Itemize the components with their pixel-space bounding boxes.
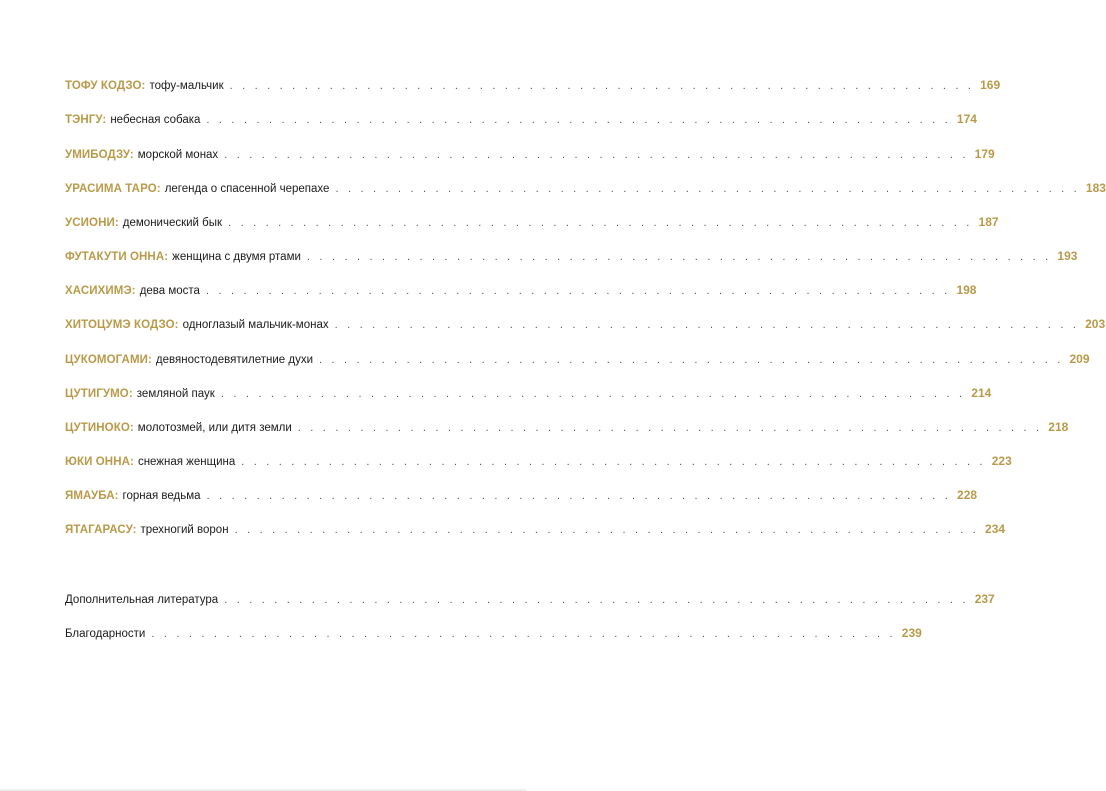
entry-subtitle: трехногий ворон: [140, 524, 229, 536]
entry-subtitle: горная ведьма: [122, 490, 201, 502]
entry-subtitle: морской монах: [137, 149, 219, 161]
dot-leader: . . . . . . . . . . . . . . . . . . . . . . . . . . . . . . . . . . . . . . . . . . . . . . . . . . . . . . . . . . . .: [306, 251, 1052, 263]
dot-leader: . . . . . . . . . . . . . . . . . . . . . . . . . . . . . . . . . . . . . . . . . . . . . . . . . . . . . . . . . . . .: [241, 456, 986, 468]
entry-page-number: 218: [1048, 420, 1069, 434]
entry-subtitle: одноглазый мальчик-монах: [182, 319, 329, 331]
toc-entry-hashihime[interactable]: [65, 280, 977, 300]
entry-page-number: 209: [1069, 352, 1090, 366]
toc-entry-yamauba[interactable]: [65, 485, 978, 505]
dot-leader: . . . . . . . . . . . . . . . . . . . . . . . . . . . . . . . . . . . . . . . . . . . . . . . . . . . . . . . . . . . .: [319, 354, 1064, 366]
entry-title: ХИТОЦУМЭ КОДЗО:: [65, 319, 179, 331]
entry-subtitle: тофу-мальчик: [149, 80, 224, 92]
entry-page-number: 179: [974, 147, 995, 161]
entry-page-number: 239: [901, 626, 922, 640]
dot-leader: . . . . . . . . . . . . . . . . . . . . . . . . . . . . . . . . . . . . . . . . . . . . . . . . . . . . . . . . . . . .: [205, 285, 951, 297]
entry-subtitle: легенда о спасенной черепахе: [164, 183, 330, 195]
entry-title: ЯТАГАРАСУ:: [65, 524, 137, 536]
entry-page-number: 214: [971, 386, 992, 400]
entry-page-number: 183: [1085, 181, 1106, 195]
entry-page-number: 234: [985, 522, 1006, 536]
entry-page-number: 203: [1085, 317, 1106, 331]
entry-title: ТОФУ КОДЗО:: [65, 80, 146, 92]
entry-page-number: 198: [956, 283, 977, 297]
entry-title: Дополнительная литература: [65, 594, 219, 606]
toc-entry-futakuchi-onna[interactable]: [65, 246, 1078, 266]
dot-leader: . . . . . . . . . . . . . . . . . . . . . . . . . . . . . . . . . . . . . . . . . . . . . . . . . . . . . . . . . . . .: [334, 319, 1080, 331]
dot-leader: . . . . . . . . . . . . . . . . . . . . . . . . . . . . . . . . . . . . . . . . . . . . . . . . . . . . . . . . . . . .: [151, 628, 896, 640]
entry-title: УРАСИМА ТАРО:: [65, 183, 161, 195]
dot-leader: . . . . . . . . . . . . . . . . . . . . . . . . . . . . . . . . . . . . . . . . . . . . . . . . . . . . . . . . . . . .: [224, 149, 969, 161]
entry-title: ТЭНГУ:: [65, 114, 107, 126]
toc-entry-acknowledgements[interactable]: [65, 623, 922, 643]
entry-title: ЦУТИНОКО:: [65, 422, 134, 434]
toc-entry-tsuchigumo[interactable]: [65, 383, 992, 403]
dot-leader: . . . . . . . . . . . . . . . . . . . . . . . . . . . . . . . . . . . . . . . . . . . . . . . . . . . . . . . . . . . .: [234, 524, 980, 536]
entry-subtitle: снежная женщина: [137, 456, 236, 468]
toc-entry-further-reading[interactable]: [65, 589, 995, 609]
toc-entry-ushioni[interactable]: [65, 212, 999, 232]
dot-leader: . . . . . . . . . . . . . . . . . . . . . . . . . . . . . . . . . . . . . . . . . . . . . . . . . . . . . . . . . . . .: [228, 217, 973, 229]
entry-page-number: 169: [980, 78, 1001, 92]
entry-subtitle: демонический бык: [122, 217, 223, 229]
entry-title: ФУТАКУТИ ОННА:: [65, 251, 169, 263]
entry-subtitle: девяностодевятилетние духи: [155, 354, 314, 366]
entry-title: ЯМАУБА:: [65, 490, 119, 502]
dot-leader: . . . . . . . . . . . . . . . . . . . . . . . . . . . . . . . . . . . . . . . . . . . . . . . . . . . . . . . . . . . .: [297, 422, 1043, 434]
toc-entry-tengu[interactable]: [65, 109, 977, 129]
entry-title: ЮКИ ОННА:: [65, 456, 134, 468]
toc-entry-urashima-taro[interactable]: [65, 178, 1106, 198]
entry-subtitle: небесная собака: [110, 114, 201, 126]
entry-title: УМИБОДЗУ:: [65, 149, 134, 161]
entry-title: ЦУКОМОГАМИ:: [65, 354, 152, 366]
entry-page-number: 193: [1057, 249, 1078, 263]
dot-leader: . . . . . . . . . . . . . . . . . . . . . . . . . . . . . . . . . . . . . . . . . . . . . . . . . . . . . . . . . . . .: [220, 388, 966, 400]
dot-leader: . . . . . . . . . . . . . . . . . . . . . . . . . . . . . . . . . . . . . . . . . . . . . . . . . . . . . . . . . . . .: [206, 490, 952, 502]
entry-page-number: 187: [978, 215, 999, 229]
entry-subtitle: молотозмей, или дитя земли: [137, 422, 292, 434]
dot-leader: . . . . . . . . . . . . . . . . . . . . . . . . . . . . . . . . . . . . . . . . . . . . . . . . . . . . . . . . . . . .: [224, 594, 969, 606]
dot-leader: . . . . . . . . . . . . . . . . . . . . . . . . . . . . . . . . . . . . . . . . . . . . . . . . . . . . . . . . . . . .: [335, 183, 1080, 195]
entry-page-number: 174: [956, 112, 977, 126]
toc-entry-tsuchinoko[interactable]: [65, 417, 1069, 437]
entry-subtitle: дева моста: [139, 285, 200, 297]
toc-entry-tsukumogami[interactable]: [65, 349, 1090, 369]
entry-page-number: 237: [974, 592, 995, 606]
entry-title: Благодарности: [65, 628, 146, 640]
entry-subtitle: земляной паук: [136, 388, 215, 400]
toc-entry-tofu-kozo[interactable]: [65, 75, 1001, 95]
toc-entry-hitotsume-kozo[interactable]: [65, 314, 1106, 334]
entry-title: ЦУТИГУМО:: [65, 388, 133, 400]
entry-page-number: 223: [991, 454, 1012, 468]
entry-subtitle: женщина с двумя ртами: [172, 251, 301, 263]
dot-leader: . . . . . . . . . . . . . . . . . . . . . . . . . . . . . . . . . . . . . . . . . . . . . . . . . . . . . . . . . . . .: [206, 114, 951, 126]
toc-entry-yuki-onna[interactable]: [65, 451, 1012, 471]
entry-title: УСИОНИ:: [65, 217, 119, 229]
toc-entry-umibozu[interactable]: [65, 144, 995, 164]
dot-leader: . . . . . . . . . . . . . . . . . . . . . . . . . . . . . . . . . . . . . . . . . . . . . . . . . . . . . . . . . . . .: [229, 80, 975, 92]
toc-entry-yatagarasu[interactable]: [65, 519, 1006, 539]
entry-page-number: 228: [957, 488, 978, 502]
entry-title: ХАСИХИМЭ:: [65, 285, 136, 297]
